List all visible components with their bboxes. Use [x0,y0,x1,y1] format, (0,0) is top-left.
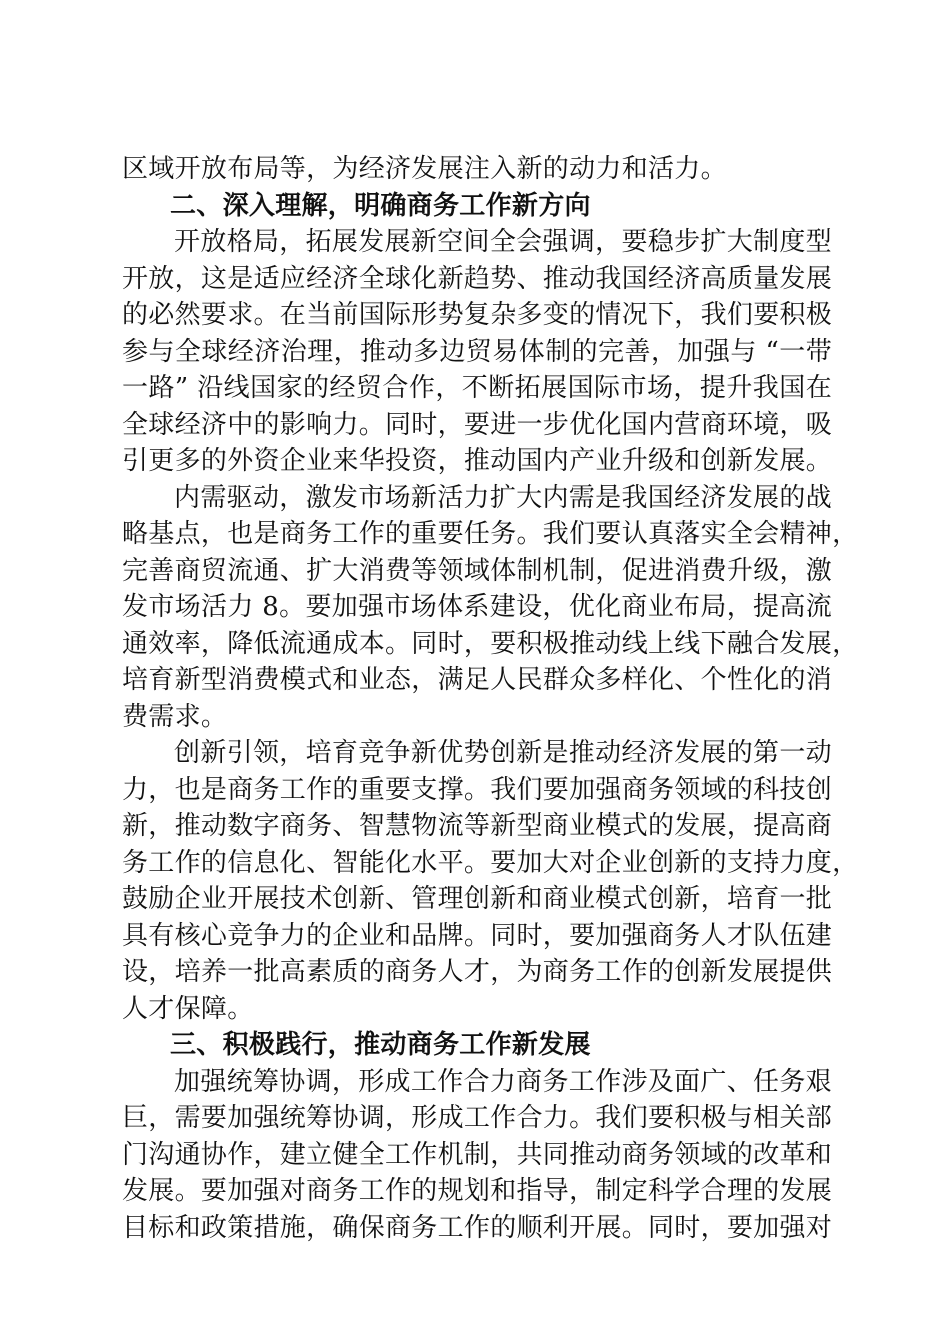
paragraph-line: 人才保障。 [122,993,254,1024]
paragraph-line: 开放，这是适应经济全球化新趋势、推动我国经济高质量发展 [122,263,833,294]
paragraph-line: 设，培养一批高素质的商务人才，为商务工作的创新发展提供 [122,957,833,987]
paragraph-line: 略基点，也是商务工作的重要任务。我们要认真落实全会精神， [122,519,859,549]
paragraph-line: 通效率，降低流通成本。同时，要积极推动线上线下融合发展， [122,628,859,659]
paragraph-line: 务工作的信息化、智能化水平。要加大对企业创新的支持力度， [122,847,859,878]
paragraph-line: 区域开放布局等，为经济发展注入新的动力和活力。 [122,154,727,184]
paragraph-line: 创新引领，培育竞争新优势创新是推动经济发展的第一动 [174,738,832,768]
paragraph-line: 力，也是商务工作的重要支撑。我们要加强商务领域的科技创 [122,774,833,805]
paragraph-line: 内需驱动，激发市场新活力扩大内需是我国经济发展的战 [174,482,832,513]
paragraph-line: 一路” 沿线国家的经贸合作，不断拓展国际市场，提升我国在 [122,373,832,403]
paragraph-line: 全球经济中的影响力。同时，要进一步优化国内营商环境，吸 [122,409,833,440]
paragraph-line: 新，推动数字商务、智慧物流等新型商业模式的发展，提高商 [122,811,833,841]
paragraph-line: 的必然要求。在当前国际形势复杂多变的情况下，我们要积极 [122,300,833,330]
paragraph-line: 参与全球经济治理，推动多边贸易体制的完善，加强与 “一带 [122,336,832,367]
paragraph-line: 鼓励企业开展技术创新、管理创新和商业模式创新，培育一批 [122,884,833,914]
paragraph-line: 发展。要加强对商务工作的规划和指导，制定科学合理的发展 [122,1176,833,1206]
section-heading: 三、积极践行，推动商务工作新发展 [170,1030,591,1060]
paragraph-line: 培育新型消费模式和业态，满足人民群众多样化、个性化的消 [122,665,833,695]
paragraph-line: 目标和政策措施，确保商务工作的顺利开展。同时，要加强对 [122,1212,833,1243]
paragraph-line: 加强统筹协调，形成工作合力商务工作涉及面广、任务艰 [174,1066,832,1097]
paragraph-line: 引更多的外资企业来华投资，推动国内产业升级和创新发展。 [122,446,833,476]
paragraph-line: 费需求。 [122,701,228,732]
body-text [122,151,859,1246]
paragraph-line: 具有核心竞争力的企业和品牌。同时，要加强商务人才队伍建 [122,920,833,951]
paragraph-line: 门沟通协作，建立健全工作机制，共同推动商务领域的改革和 [122,1139,833,1170]
paragraph-line: 完善商贸流通、扩大消费等领域体制机制，促进消费升级，激 [122,555,833,586]
paragraph-line: 发市场活力 8。要加强市场体系建设，优化商业布局，提高流 [122,592,832,622]
section-heading: 二、深入理解，明确商务工作新方向 [170,190,591,221]
paragraph-line: 巨，需要加强统筹协调，形成工作合力。我们要积极与相关部 [122,1103,833,1133]
paragraph-line: 开放格局，拓展发展新空间全会强调，要稳步扩大制度型 [174,227,832,257]
